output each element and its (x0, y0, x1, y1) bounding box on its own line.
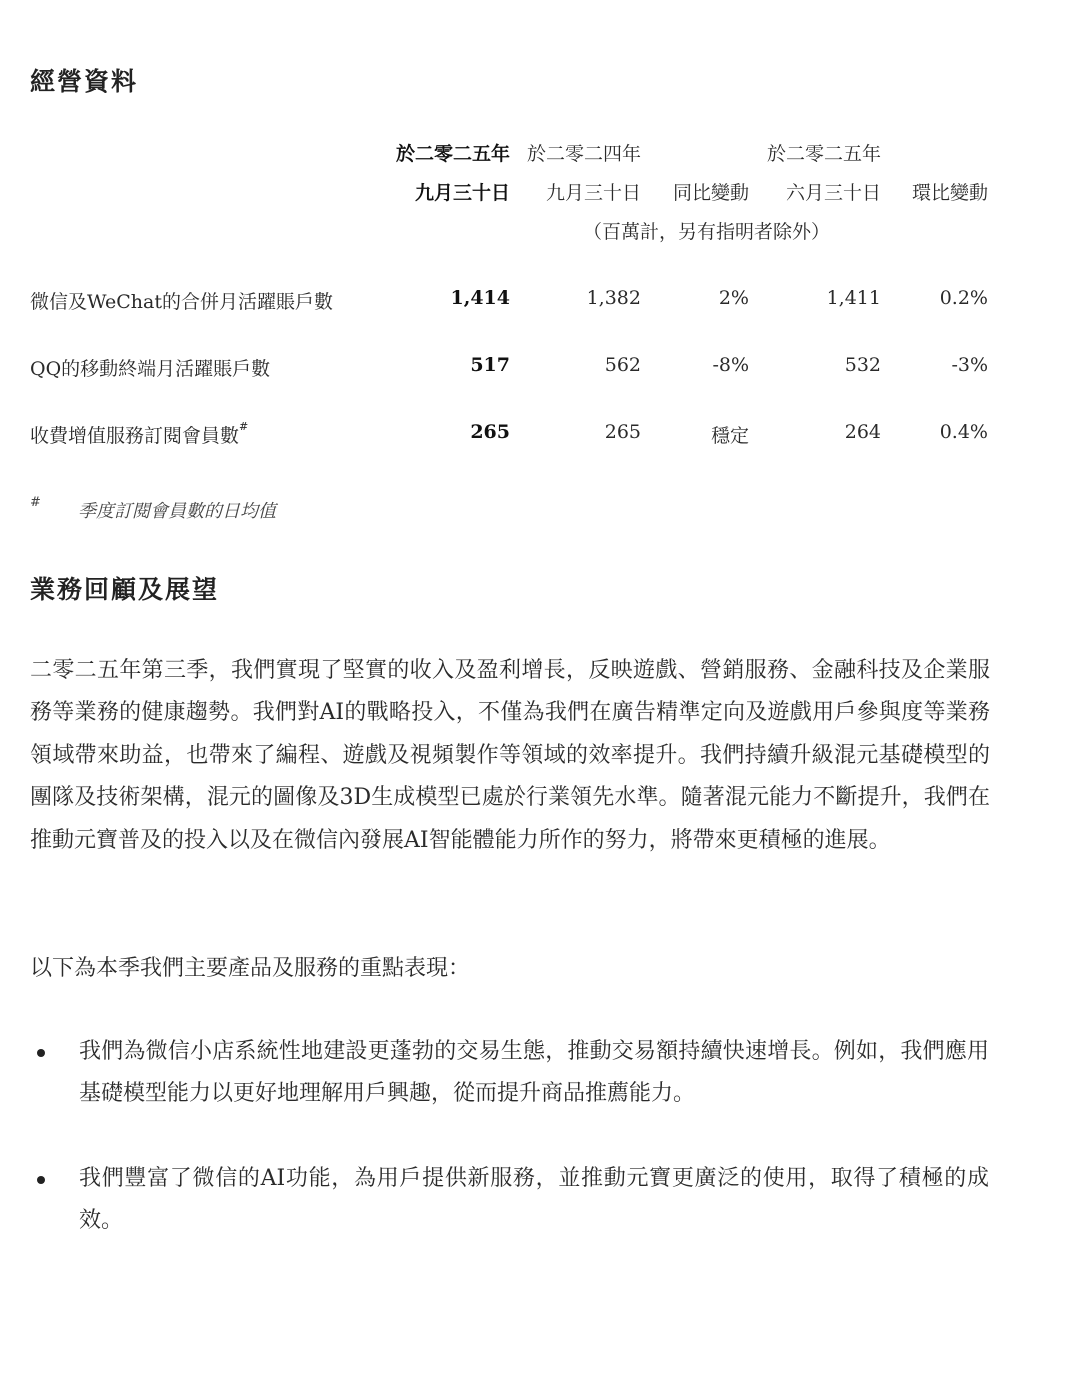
header-sep-2025-line2: 九月三十日 (414, 182, 510, 204)
cell-vas-jun-2025: 264 (844, 421, 881, 443)
header-qoq-change: 環比變動 (911, 182, 988, 204)
row-label-wechat-mau: 微信及WeChat的合併月活躍賬戶數 (30, 291, 333, 313)
cell-vas-sep-2025: 265 (470, 421, 510, 443)
review-paragraph: 二零二五年第三季，我們實現了堅實的收入及盈利增長，反映遊戲、營銷服務、金融科技及企業服務等業務的健康趨勢。我們對AI的戰略投入，不僅為我們在廣告精準定向及遊戲用戶參與度等業務領域帶來助益，也帶來了編程、遊戲及視頻製作等領域的效率提升。我們持續升級混元基礎模型的團隊及技術架構，混元的圖像及3D生成模型已處於行業領先水準。隨著混元能力不斷提升，我們在推動元寶普及的投入以及在微信內發展AI智能體能力所作的努力，將帶來更積極的進展。 (30, 658, 990, 853)
section-title-operating-data: 經營資料 (30, 67, 139, 96)
header-sep-2024-line2: 九月三十日 (545, 182, 641, 204)
bullet-icon (37, 1176, 45, 1184)
cell-vas-yoy: 穩定 (710, 425, 749, 447)
header-yoy-change: 同比變動 (672, 182, 749, 204)
cell-wechat-yoy: 2% (718, 287, 749, 309)
highlights-intro: 以下為本季我們主要產品及服務的重點表現： (30, 956, 471, 981)
footnote-symbol: # (30, 495, 41, 510)
row-label-vas-text: 收費增值服務訂閱會員數 (30, 425, 240, 447)
header-unit-note: （百萬計，另有指明者除外） (583, 221, 831, 243)
bullet-icon (37, 1049, 45, 1057)
cell-qq-sep-2025: 517 (470, 354, 510, 376)
footnote-mark: # (239, 420, 249, 433)
row-label-qq-mau: QQ的移動終端月活躍賬戶數 (30, 358, 271, 380)
cell-vas-sep-2024: 265 (604, 421, 641, 443)
bullet-item-weixin-store: 我們為微信小店系統性地建設更蓬勃的交易生態，推動交易額持續快速增長。例如，我們應用基礎模型能力以更好地理解用戶興趣，從而提升商品推薦能力。 (79, 1039, 989, 1107)
header-jun-2025-line1: 於二零二五年 (766, 143, 881, 165)
cell-wechat-qoq: 0.2% (939, 287, 988, 309)
cell-qq-yoy: -8% (712, 354, 749, 376)
cell-wechat-sep-2024: 1,382 (586, 287, 641, 309)
cell-qq-qoq: -3% (951, 354, 988, 376)
bullet-item-weixin-ai: 我們豐富了微信的AI功能，為用戶提供新服務，並推動元寶更廣泛的使用，取得了積極的成效。 (79, 1166, 989, 1234)
cell-wechat-jun-2025: 1,411 (826, 287, 881, 309)
header-sep-2025-line1: 於二零二五年 (395, 143, 510, 165)
section-title-business-review: 業務回顧及展望 (30, 575, 220, 604)
header-sep-2024-line1: 於二零二四年 (526, 143, 641, 165)
cell-qq-jun-2025: 532 (844, 354, 881, 376)
header-jun-2025-line2: 六月三十日 (785, 182, 881, 204)
cell-wechat-sep-2025: 1,414 (450, 287, 510, 309)
cell-vas-qoq: 0.4% (939, 421, 988, 443)
row-label-vas-subscriptions (30, 421, 248, 448)
cell-qq-sep-2024: 562 (604, 354, 641, 376)
footnote-text: 季度訂閱會員數的日均值 (78, 501, 276, 522)
